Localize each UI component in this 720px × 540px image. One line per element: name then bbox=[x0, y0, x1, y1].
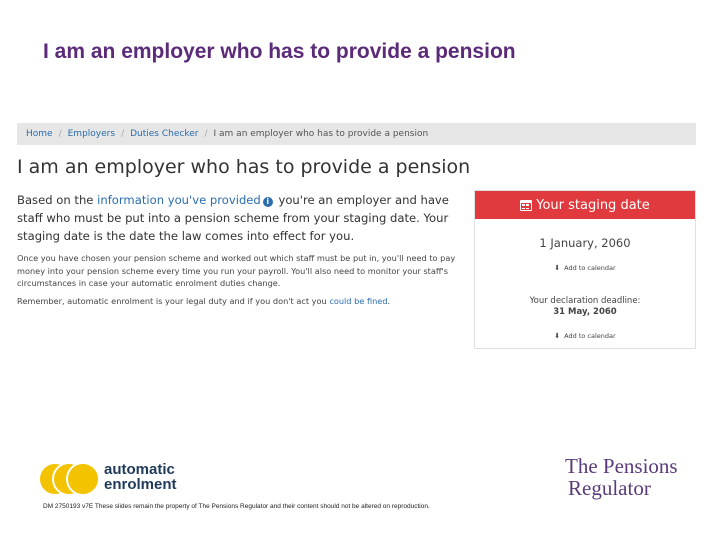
reminder-paragraph bbox=[17, 295, 469, 307]
calendar-icon bbox=[520, 200, 532, 211]
footer-disclaimer: DM 2750193 v7E These slides remain the property of The Pensions Regulator and their content should not be altered on reproduction. bbox=[43, 503, 430, 510]
automatic-enrolment-wordmark bbox=[104, 462, 177, 492]
tpr-line-1: The Pensions bbox=[565, 454, 678, 478]
could-be-fined-link[interactable]: could be fined bbox=[329, 296, 388, 306]
declaration-deadline-date: 31 May, 2060 bbox=[553, 307, 617, 317]
staging-panel-title: Your staging date bbox=[536, 197, 650, 213]
add-to-calendar-label: Add to calendar bbox=[564, 264, 616, 272]
payroll-paragraph: Once you have chosen your pension scheme and worked out which staff must be put in, you'll need to pay money into your pension scheme every time you run your payroll. You'll also need to monitor your staff's circumstances in case your automatic enrolment duties change. bbox=[17, 253, 456, 288]
staging-date-panel bbox=[474, 190, 696, 349]
staging-date: 1 January, 2060 bbox=[539, 236, 631, 250]
slide-title: I am an employer who has to provide a pension bbox=[43, 40, 516, 63]
breadcrumb-current: I am an employer who has to provide a pension bbox=[213, 129, 429, 139]
intro-suffix: you're an employer and have staff who must be put into a pension scheme from your staging date. Your staging date is the date the law comes into effect for you. bbox=[17, 193, 449, 243]
add-to-calendar-button[interactable] bbox=[475, 264, 695, 272]
download-icon: ⬇ bbox=[554, 332, 561, 340]
breadcrumb bbox=[17, 123, 696, 145]
page-heading: I am an employer who has to provide a pension bbox=[17, 156, 471, 178]
add-to-calendar-label: Add to calendar bbox=[564, 332, 616, 340]
breadcrumb-separator: / bbox=[204, 129, 208, 139]
information-link[interactable]: information you've provided bbox=[97, 193, 261, 207]
info-icon[interactable]: i bbox=[263, 197, 273, 207]
staging-panel-header bbox=[475, 191, 695, 219]
logo-circle bbox=[66, 462, 100, 496]
breadcrumb-separator: / bbox=[121, 129, 125, 139]
download-icon: ⬇ bbox=[554, 264, 561, 272]
breadcrumb-employers[interactable]: Employers bbox=[67, 129, 116, 139]
add-deadline-to-calendar-button[interactable] bbox=[475, 332, 695, 340]
tpr-line-2: Regulator bbox=[568, 476, 651, 500]
automatic-enrolment-logo bbox=[38, 460, 188, 500]
breadcrumb-duties-checker[interactable]: Duties Checker bbox=[130, 129, 199, 139]
breadcrumb-separator: / bbox=[58, 129, 62, 139]
website-screenshot bbox=[17, 123, 696, 353]
reminder-suffix: . bbox=[387, 296, 391, 306]
pensions-regulator-logo bbox=[565, 455, 678, 499]
breadcrumb-home[interactable]: Home bbox=[26, 129, 53, 139]
wordmark-line-1: automatic bbox=[104, 461, 175, 478]
declaration-deadline-label: Your declaration deadline: bbox=[529, 296, 641, 306]
intro-prefix: Based on the bbox=[17, 193, 98, 207]
wordmark-line-2: enrolment bbox=[104, 476, 177, 493]
reminder-prefix: Remember, automatic enrolment is your legal duty and if you don't act you bbox=[17, 296, 330, 306]
intro-paragraph bbox=[17, 191, 469, 245]
